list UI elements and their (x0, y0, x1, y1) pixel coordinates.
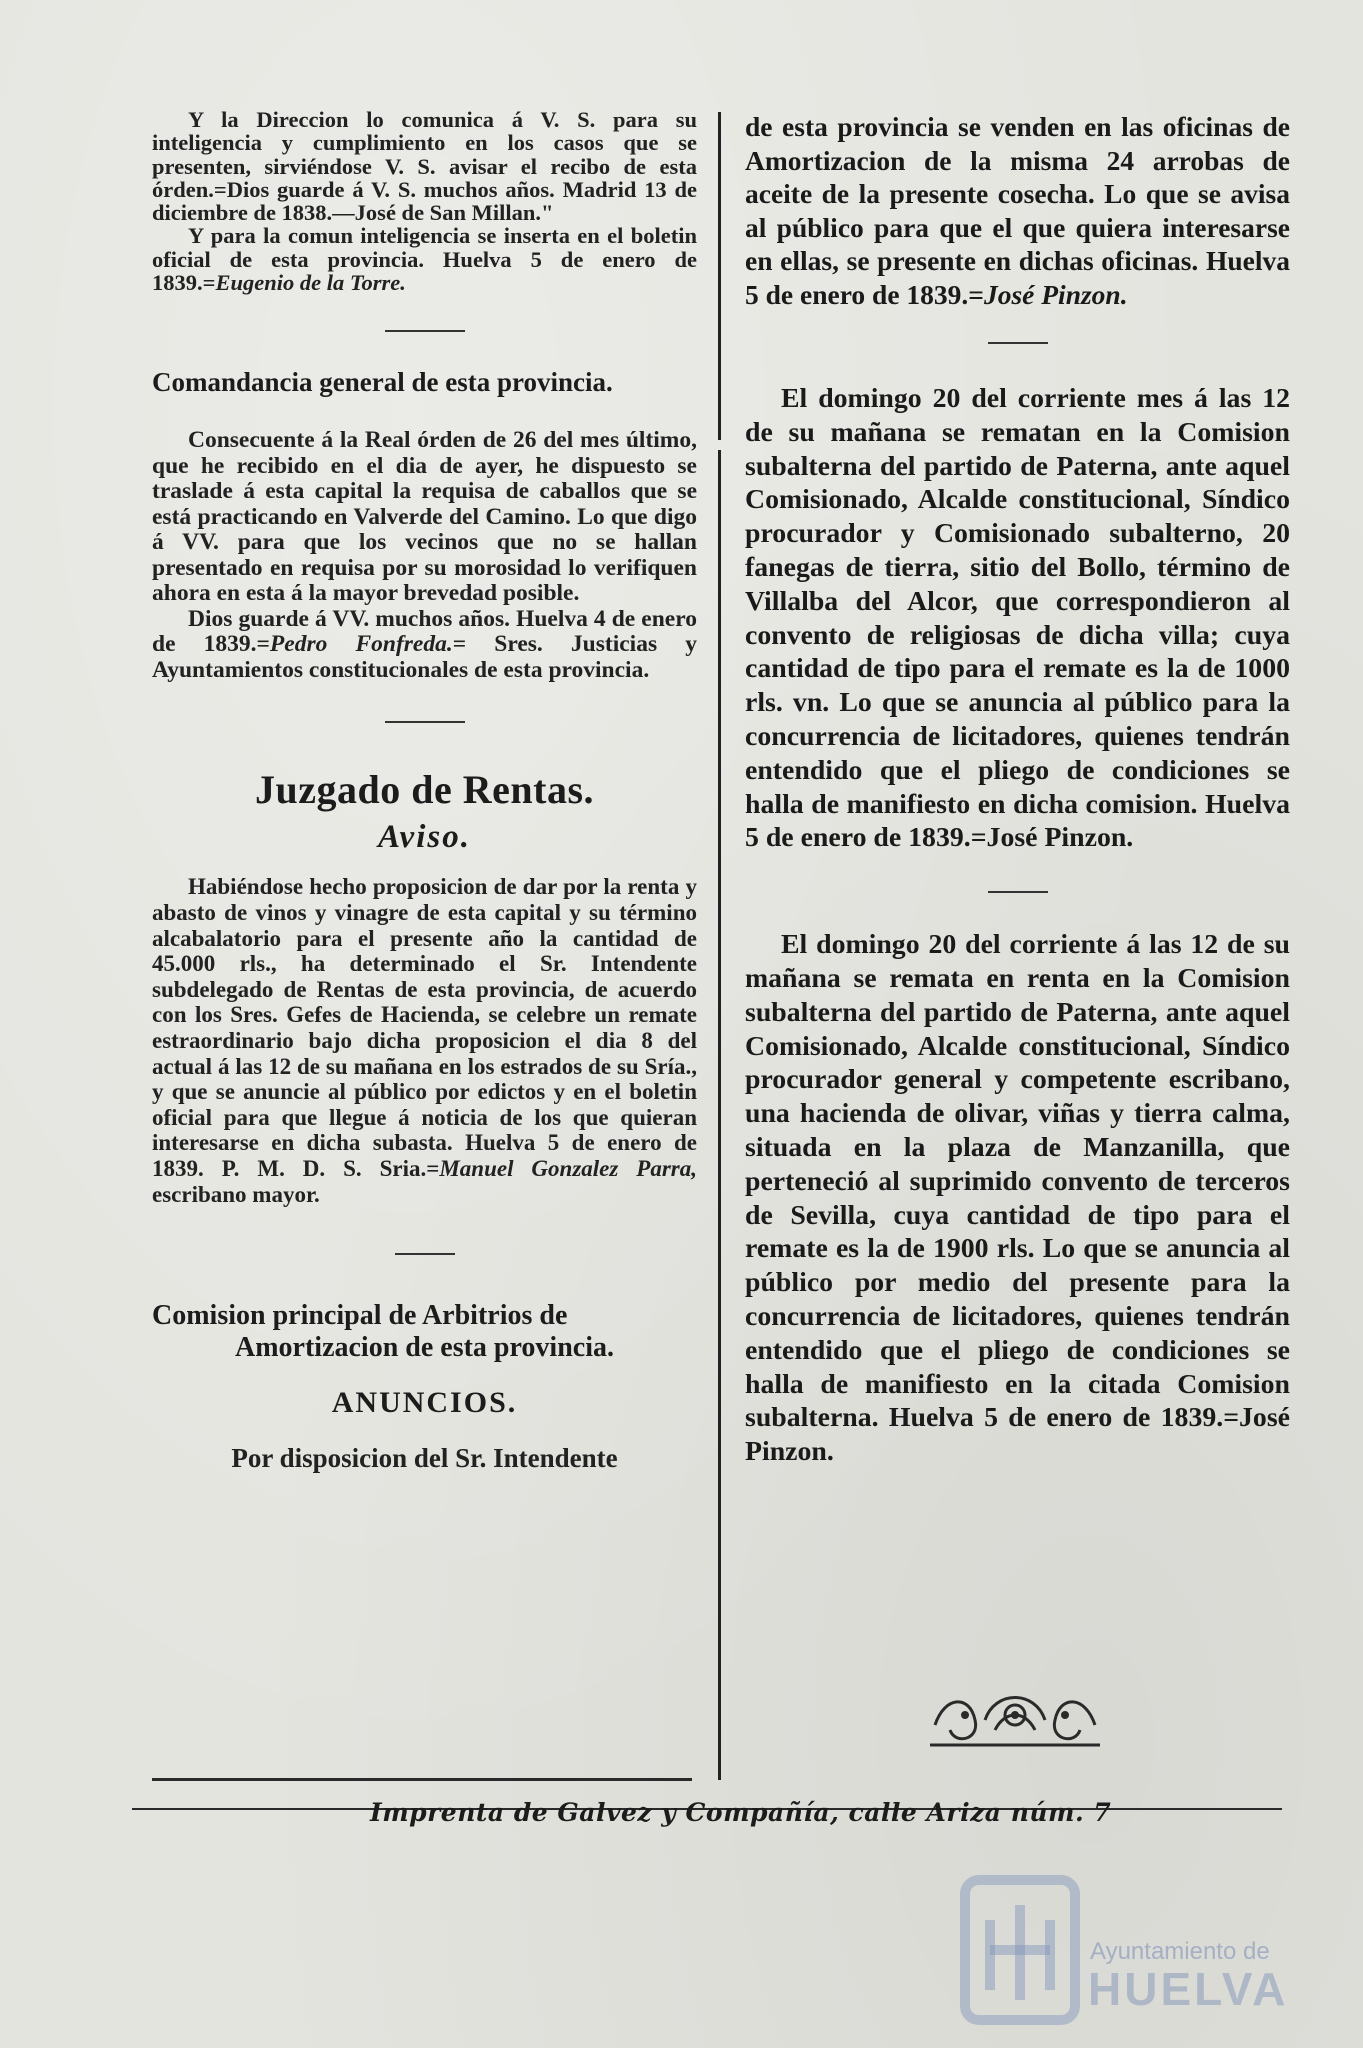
watermark-huelva: HUELVA (1088, 1963, 1289, 2015)
separator-rule (745, 331, 1290, 354)
juzgado-heading: Juzgado de Rentas. (254, 767, 595, 813)
printer-imprint: Imprenta de Galvez y Compañía, calle Ariza núm. 7 (370, 1798, 1112, 1827)
comision-heading-2: Amortizacion de esta provincia. (235, 1332, 614, 1364)
separator-rule (152, 709, 697, 732)
manzanilla-paragraph: El domingo 20 del corriente á las 12 de su mañana se remata en renta en la Comision subalterna del partido de Paterna, ante aquel Comisionado, Alcalde constitucional, Síndico procurador general y competente escribano, una hacienda de olivar, viñas y tierra calma, situada en la plaza de Manzanilla, que perteneció al suprimido convento de terceros de Sevilla, cuya cantidad de tipo para el remate es la de 1900 rls. Lo que se anuncia al público por medio del presente para la concurrencia de licitadores, quienes tendrán entendido que el pliego de condiciones se halla de manifiesto en la citada Comision subalterna. Huelva 5 de enero de 1839.=José Pinzon. (745, 929, 1290, 1468)
comision-heading-1: Comision principal de Arbitrios de (152, 1300, 568, 1332)
juzgado-tail: escribano mayor. (152, 1181, 320, 1207)
juzgado-text: Habiéndose hecho proposicion de dar por la renta y abasto de vinos y vinagre de esta capital y su término alcabalatorio para el presente año la cantidad de 45.000 rls., ha determinado el Sr. Intendente subdelegado de Rentas de esta provincia, de acuerdo con los Sres. Gefes de Hacienda, se celebre un remate estraordinario bajo dicha proposicion el dia 8 del actual á las 12 de su mañana en los estrados de su Sría., y que se anuncie al público por edictos y en el boletin oficial para que llegue á noticia de los que quieran interesarse en dicha subasta. Huelva 5 de enero de 1839. P. M. D. S. Sria.= (152, 874, 697, 1181)
requisa-paragraph: Consecuente á la Real órden de 26 del mes último, que he recibido en el dia de ayer, he dispuesto se traslade á esta capital la requisa de caballos que se está practicando en Valverde del Camino. Lo que digo á VV. para que los vecinos que no se hallan presentado en requisa por su morosidad lo verifiquen ahora en esta á la mayor brevedad posible. (152, 427, 697, 607)
comandancia-heading: Comandancia general de esta provincia. (152, 367, 613, 398)
boletin-text: Y para la comun inteligencia se inserta en el boletin oficial de esta provincia. Huelva 5 de enero de 1839.= (152, 223, 697, 296)
fonfreda-tail: = Sres. Justicias y Ayuntamientos constitucionales de esta provincia. (152, 631, 697, 683)
separator-rule (745, 879, 1290, 902)
juzgado-paragraph (152, 874, 697, 1207)
aviso-heading: Aviso. (378, 819, 471, 856)
left-column (152, 108, 697, 1474)
separator-rule (152, 318, 697, 341)
signature-pinzon: José Pinzon. (983, 278, 1128, 310)
column-divider-top (718, 112, 721, 440)
direccion-paragraph: Y la Direccion lo comunica á V. S. para su inteligencia y cumplimiento en los casos que se presenten, sirviéndose V. S. avisar el recibo de esta órden.=Dios guarde á V. S. muchos años. Madrid 13 de diciembre de 1838.—José de San Millan." (152, 107, 697, 226)
signature-torre: Eugenio de la Torre. (215, 270, 406, 296)
column-divider (718, 450, 721, 1780)
bollo-paragraph: El domingo 20 del corriente mes á las 12 de su mañana se rematan en la Comision subalterna del partido de Paterna, ante aquel Comisionado, Alcalde constitucional, Síndico procurador y Comisionado subalterno, 20 fanegas de tierra, sitio del Bollo, término de Villalba del Alcor, que correspondieron al convento de religiosas de dicha villa; cuya cantidad de tipo para el remate es la de 1000 rls. vn. Lo que se anuncia al público para la concurrencia de licitadores, quienes tendrán entendido que el pliego de condiciones se halla de manifiesto en dicha comision. Huelva 5 de enero de 1839.=José Pinzon. (745, 383, 1290, 854)
watermark-ayuntamiento: Ayuntamiento de (1090, 1938, 1270, 1965)
boletin-paragraph (152, 224, 697, 294)
floral-ornament-icon (925, 1685, 1105, 1755)
separator-rule (152, 1241, 697, 1264)
right-column (745, 110, 1290, 1469)
intendente-paragraph: Por disposicion del Sr. Intendente (231, 1443, 618, 1474)
signature-parra: Manuel Gonzalez Parra, (439, 1155, 697, 1181)
aceite-paragraph (745, 110, 1290, 311)
fonfreda-text: Dios guarde á VV. muchos años. Huelva 4 de enero de 1839.= (152, 605, 697, 658)
bottom-rule-left (152, 1778, 692, 1781)
signature-fonfreda: Pedro Fonfreda. (269, 631, 453, 658)
anuncios-heading: ANUNCIOS. (331, 1386, 518, 1420)
fonfreda-paragraph (152, 607, 697, 684)
aceite-text: de esta provincia se venden en las oficinas de Amortizacion de la misma 24 arrobas de aceite de la presente cosecha. Lo que se avisa al público para que el que quiera interesarse en ellas, se presente en dichas oficinas. Huelva 5 de enero de 1839.= (745, 111, 1290, 310)
